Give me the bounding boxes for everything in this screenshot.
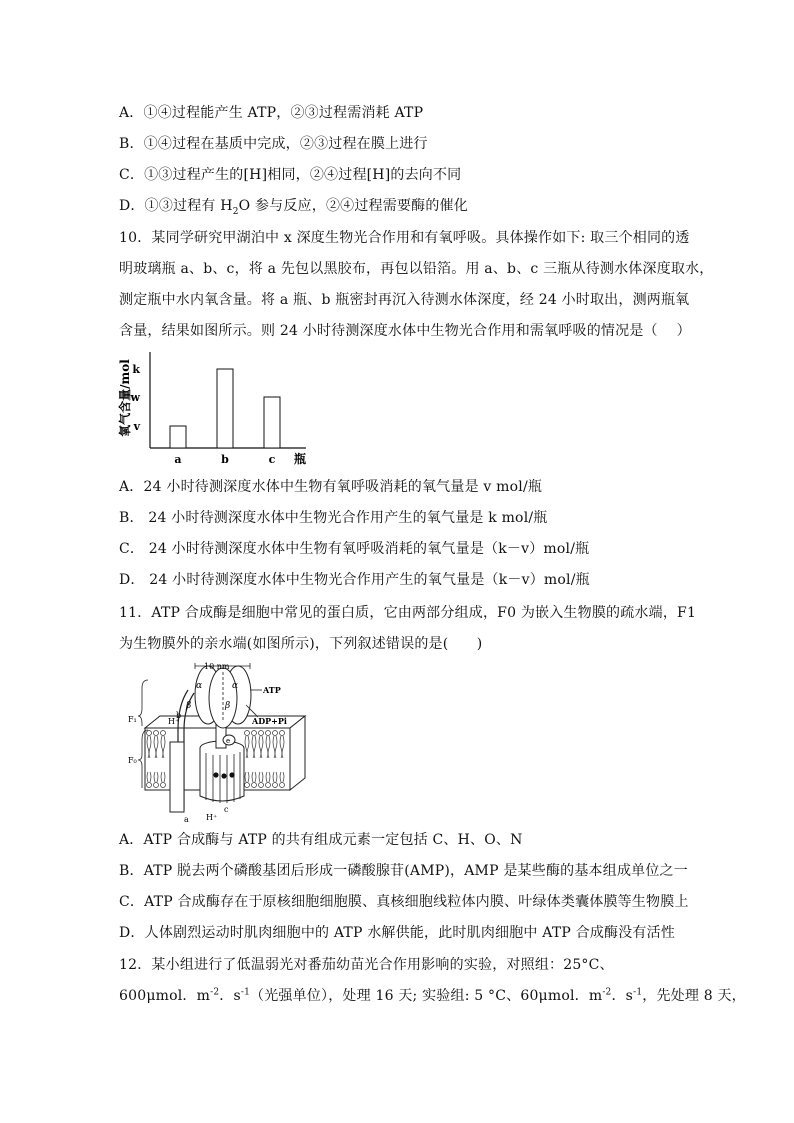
x-axis-label: 瓶 [294, 452, 307, 466]
adp-pi-label: ADP+Pi [252, 716, 287, 726]
q10-option-a: A．24 小时待测深度水体中生物有氧呼吸消耗的氧气量是 v mol/瓶 [119, 479, 543, 495]
q9-option-b: B．①④过程在基质中完成，②③过程在膜上进行 [119, 136, 428, 152]
c-ring-dot [213, 772, 218, 777]
e-label: e [226, 737, 231, 745]
q10-stem-line-1: 10．某同学研究甲湖泊中 x 深度生物光合作用和有氧呼吸。具体操作如下: 取三个相同的透 [119, 230, 690, 246]
atp-synthase-diagram [128, 660, 310, 825]
bar-a [170, 426, 186, 448]
y-tick-label: v [133, 420, 140, 433]
b-label: b [176, 711, 182, 720]
y-tick-label: k [132, 363, 140, 376]
q11-stem-line-1: 11．ATP 合成酶是细胞中常见的蛋白质，它由两部分组成，F0 为嵌入生物膜的疏水端，F1 [119, 605, 697, 621]
q10-option-d: D． 24 小时待测深度水体中生物光合作用产生的氧气量是（k－v）mol/瓶 [119, 572, 590, 588]
beta-label-right: β [225, 701, 231, 711]
q10-stem-line-2: 明玻璃瓶 a、b、c，将 a 先包以黑胶布，再包以铅箔。用 a、b、c 三瓶从待测水体深度取水， [119, 261, 714, 277]
q11-option-d: D．人体剧烈运动时肌肉细胞中的 ATP 水解供能，此时肌肉细胞中 ATP 合成酶没有活性 [119, 925, 676, 941]
f1-label: F₁ [128, 715, 137, 724]
f1-brace [138, 680, 148, 726]
q11-option-a: A．ATP 合成酶与 ATP 的共有组成元素一定包括 C、H、O、N [119, 832, 523, 848]
q10-stem-line-3: 测定瓶中水内氧含量。将 a 瓶、b 瓶密封再沉入待测水体深度，经 24 小时取出，测两瓶氧 [119, 292, 690, 308]
x-tick-label: c [268, 453, 276, 466]
q12-stem-line-2: 600μmol．$m^{-2}$．$s^{-1}$（光强单位），处理 16 天; 实验组: 5 °C、60μmol．$m^{-2}$．$s^{-1}$，先处理 8 天， [119, 987, 746, 1004]
h-plus-top-label: H⁺ [168, 717, 180, 726]
x-tick-label: a [174, 453, 182, 466]
beta-label-left: β [186, 701, 192, 711]
width-label: 10 nm [204, 662, 230, 671]
q9-option-d: D．①③过程有 $H_2O$ 参与反应，②④过程需要酶的催化 [119, 198, 468, 217]
oxygen-bar-chart [118, 348, 318, 468]
q11-stem-line-2: 为生物膜外的亲水端(如图所示)，下列叙述错误的是( ) [119, 636, 483, 652]
q11-option-b: B．ATP 脱去两个磷酸基团后形成一磷酸腺苷(AMP)，AMP 是某些酶的基本组成单位之一 [119, 863, 688, 879]
q10-option-b: B． 24 小时待测深度水体中生物光合作用产生的氧气量是 k mol/瓶 [119, 510, 548, 526]
chart-bars [170, 369, 280, 448]
q10-stem-line-4: 含量，结果如图所示。则 24 小时待测深度水体中生物光合作用和需氧呼吸的情况是（ ） [119, 323, 691, 339]
q9-option-c: C．①③过程产生的[H]相同，②④过程[H]的去向不同 [119, 167, 462, 183]
x-tick-label: b [221, 453, 229, 466]
y-tick-label: w [130, 391, 140, 404]
f0-label: F₀ [128, 756, 137, 765]
bar-c [264, 397, 280, 448]
alpha-label-left: α [196, 681, 203, 691]
y-axis-label: 氧气含量/mol [118, 359, 132, 437]
q9-option-a: A．①④过程能产生 ATP，②③过程需消耗 ATP [119, 105, 424, 121]
c-label: c [224, 805, 229, 814]
alpha-label-right: α [232, 681, 239, 691]
bar-b [217, 369, 233, 448]
c-ring-dot [229, 772, 234, 777]
q11-option-c: C．ATP 合成酶存在于原核细胞细胞膜、真核细胞线粒体内膜、叶绿体类囊体膜等生物膜上 [119, 894, 689, 910]
c-ring-dot [221, 773, 226, 778]
q10-option-c: C． 24 小时待测深度水体中生物有氧呼吸消耗的氧气量是（k－v）mol/瓶 [119, 541, 590, 557]
membrane-side [290, 716, 305, 790]
h-plus-bottom-label: H⁺ [206, 813, 218, 822]
a-subunit [170, 742, 184, 812]
q12-stem-line-1: 12．某小组进行了低温弱光对番茄幼苗光合作用影响的实验，对照组：25°C、 [119, 957, 614, 973]
a-label: a [184, 815, 189, 824]
atp-label: ATP [263, 685, 281, 695]
